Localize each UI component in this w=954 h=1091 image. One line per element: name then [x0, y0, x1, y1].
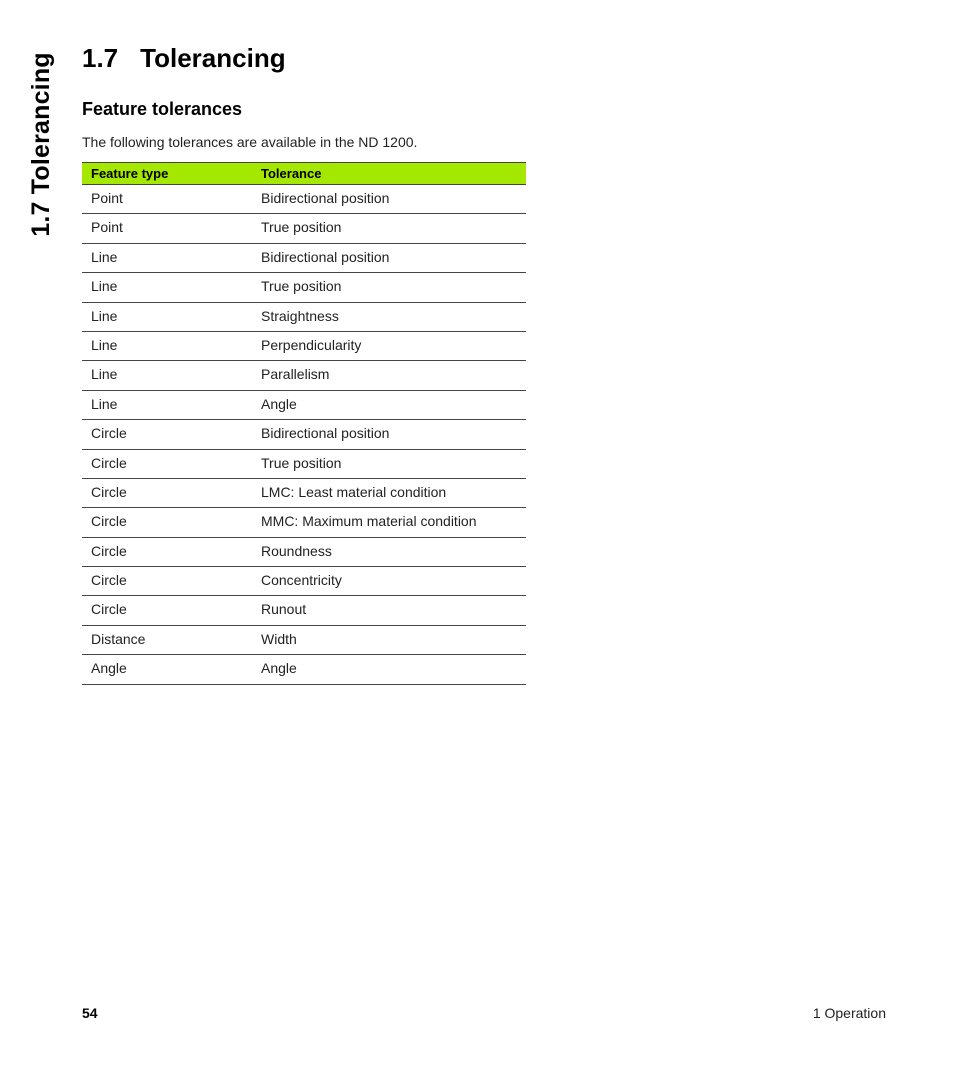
- intro-paragraph: The following tolerances are available in the ND 1200.: [82, 134, 418, 150]
- table-row: [82, 655, 526, 684]
- feature-type-cell: Circle: [82, 567, 252, 596]
- side-tab-label: 1.7 Tolerancing: [26, 52, 55, 237]
- feature-type-cell: Circle: [82, 508, 252, 537]
- tolerance-cell: Width: [252, 625, 526, 654]
- feature-type-cell: Point: [82, 185, 252, 214]
- tolerance-cell: Parallelism: [252, 361, 526, 390]
- section-title-text: Tolerancing: [140, 43, 286, 73]
- feature-type-cell: Angle: [82, 655, 252, 684]
- table-row: [82, 478, 526, 507]
- tolerance-cell: True position: [252, 449, 526, 478]
- tolerance-cell: LMC: Least material condition: [252, 478, 526, 507]
- table-row: [82, 331, 526, 360]
- header-feature-type: Feature type: [82, 163, 252, 185]
- feature-type-cell: Circle: [82, 596, 252, 625]
- tolerance-cell: Angle: [252, 390, 526, 419]
- subsection-title: Feature tolerances: [82, 99, 243, 119]
- feature-type-cell: Line: [82, 331, 252, 360]
- side-tab: [26, 52, 56, 237]
- tolerance-table: [82, 162, 526, 685]
- table-header-row: [82, 163, 526, 185]
- feature-type-cell: Line: [82, 302, 252, 331]
- tolerance-cell: Perpendicularity: [252, 331, 526, 360]
- feature-type-cell: Line: [82, 361, 252, 390]
- tolerance-cell: Angle: [252, 655, 526, 684]
- table-row: [82, 596, 526, 625]
- feature-type-cell: Circle: [82, 449, 252, 478]
- table-row: [82, 449, 526, 478]
- header-tolerance: Tolerance: [252, 163, 526, 185]
- tolerance-cell: Bidirectional position: [252, 420, 526, 449]
- table-row: [82, 508, 526, 537]
- feature-type-cell: Point: [82, 214, 252, 243]
- table-row: [82, 243, 526, 272]
- feature-type-cell: Circle: [82, 478, 252, 507]
- tolerance-cell: Straightness: [252, 302, 526, 331]
- table-row: [82, 185, 526, 214]
- feature-type-cell: Circle: [82, 420, 252, 449]
- page-number: 54: [82, 1005, 98, 1021]
- tolerance-cell: Runout: [252, 596, 526, 625]
- section-number: 1.7: [82, 43, 119, 73]
- feature-type-cell: Line: [82, 243, 252, 272]
- tolerance-cell: True position: [252, 214, 526, 243]
- section-title: [82, 43, 286, 74]
- tolerance-cell: Bidirectional position: [252, 243, 526, 272]
- table-row: [82, 420, 526, 449]
- table-row: [82, 302, 526, 331]
- tolerance-cell: Concentricity: [252, 567, 526, 596]
- feature-type-cell: Line: [82, 273, 252, 302]
- feature-type-cell: Line: [82, 390, 252, 419]
- table-row: [82, 214, 526, 243]
- table-row: [82, 567, 526, 596]
- table-row: [82, 537, 526, 566]
- feature-type-cell: Circle: [82, 537, 252, 566]
- feature-type-cell: Distance: [82, 625, 252, 654]
- table-row: [82, 390, 526, 419]
- table-row: [82, 625, 526, 654]
- tolerance-cell: Roundness: [252, 537, 526, 566]
- table-row: [82, 273, 526, 302]
- table-row: [82, 361, 526, 390]
- tolerance-cell: True position: [252, 273, 526, 302]
- chapter-label: 1 Operation: [812, 1005, 886, 1021]
- tolerance-cell: MMC: Maximum material condition: [252, 508, 526, 537]
- tolerance-cell: Bidirectional position: [252, 185, 526, 214]
